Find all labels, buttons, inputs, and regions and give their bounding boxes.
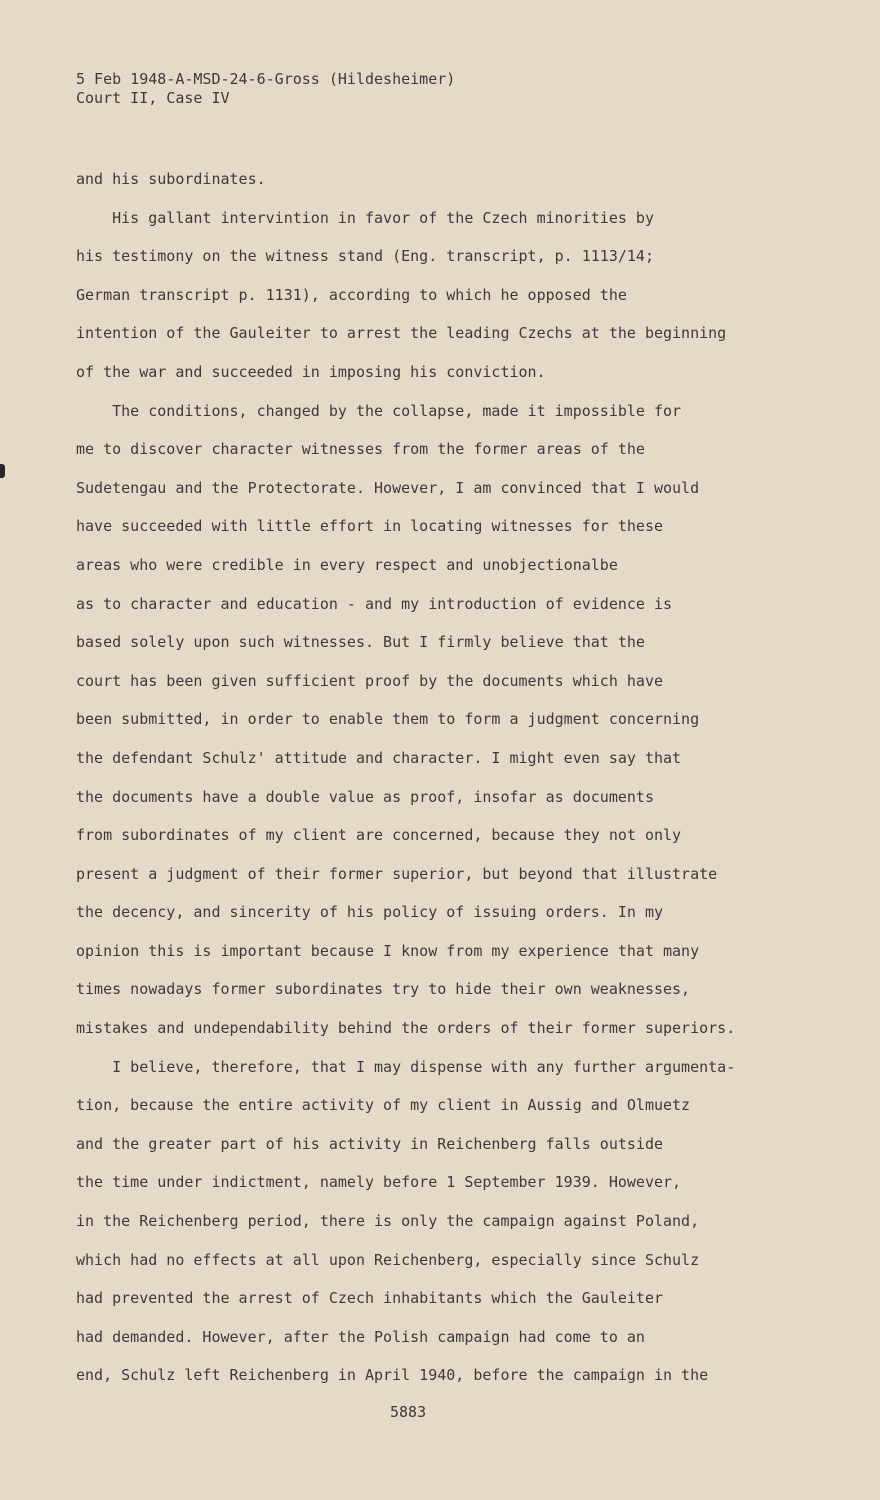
header-line-1: 5 Feb 1948-A-MSD-24-6-Gross (Hildesheimer) xyxy=(76,70,456,88)
text-line: the defendant Schulz' attitude and character. I might even say that xyxy=(76,748,682,767)
text-line: had prevented the arrest of Czech inhabitants which the Gauleiter xyxy=(76,1289,663,1308)
text-line: and the greater part of his activity in Reichenberg falls outside xyxy=(76,1134,663,1153)
text-line: the documents have a double value as proof, insofar as documents xyxy=(76,787,654,806)
page-number: 5883 xyxy=(390,1403,427,1421)
text-line: had demanded. However, after the Polish campaign had come to an xyxy=(76,1327,645,1346)
text-line: intention of the Gauleiter to arrest the leading Czechs at the beginning xyxy=(76,324,727,343)
header-line-2: Court II, Case IV xyxy=(76,89,230,107)
document-header xyxy=(76,70,455,108)
text-line: as to character and education - and my introduction of evidence is xyxy=(76,594,673,613)
text-line: me to discover character witnesses from the former areas of the xyxy=(76,440,645,459)
binder-mark xyxy=(0,464,5,478)
text-line: His gallant intervintion in favor of the Czech minorities by xyxy=(76,208,654,227)
text-line: been submitted, in order to enable them to form a judgment concerning xyxy=(76,710,700,729)
text-line: from subordinates of my client are concerned, because they not only xyxy=(76,826,682,845)
text-line: which had no effects at all upon Reichenberg, especially since Schulz xyxy=(76,1250,700,1269)
text-line: Sudetengau and the Protectorate. However, I am convinced that I would xyxy=(76,478,700,497)
text-line: the decency, and sincerity of his policy of issuing orders. In my xyxy=(76,903,663,922)
text-line: The conditions, changed by the collapse, made it impossible for xyxy=(76,401,682,420)
text-line: I believe, therefore, that I may dispense with any further argumenta- xyxy=(76,1057,736,1076)
text-line: have succeeded with little effort in locating witnesses for these xyxy=(76,517,663,536)
body-text xyxy=(76,167,735,1402)
text-line: areas who were credible in every respect and unobjectionalbe xyxy=(76,555,618,574)
text-line: his testimony on the witness stand (Eng. transcript, p. 1113/14; xyxy=(76,247,654,266)
text-line: tion, because the entire activity of my client in Aussig and Olmuetz xyxy=(76,1096,691,1115)
text-line: in the Reichenberg period, there is only the campaign against Poland, xyxy=(76,1212,700,1231)
text-line: end, Schulz left Reichenberg in April 1940, before the campaign in the xyxy=(76,1366,709,1385)
text-line: based solely upon such witnesses. But I firmly believe that the xyxy=(76,633,645,652)
text-line: present a judgment of their former superior, but beyond that illustrate xyxy=(76,864,718,883)
text-line: of the war and succeeded in imposing his conviction. xyxy=(76,362,546,381)
text-line: times nowadays former subordinates try to hide their own weaknesses, xyxy=(76,980,691,999)
text-line: mistakes and undependability behind the orders of their former superiors. xyxy=(76,1019,736,1038)
text-line: German transcript p. 1131), according to which he opposed the xyxy=(76,285,627,304)
text-line: and his subordinates. xyxy=(76,170,266,188)
text-line: the time under indictment, namely before 1 September 1939. However, xyxy=(76,1173,682,1192)
text-line: opinion this is important because I know from my experience that many xyxy=(76,941,700,960)
text-line: court has been given sufficient proof by the documents which have xyxy=(76,671,663,690)
